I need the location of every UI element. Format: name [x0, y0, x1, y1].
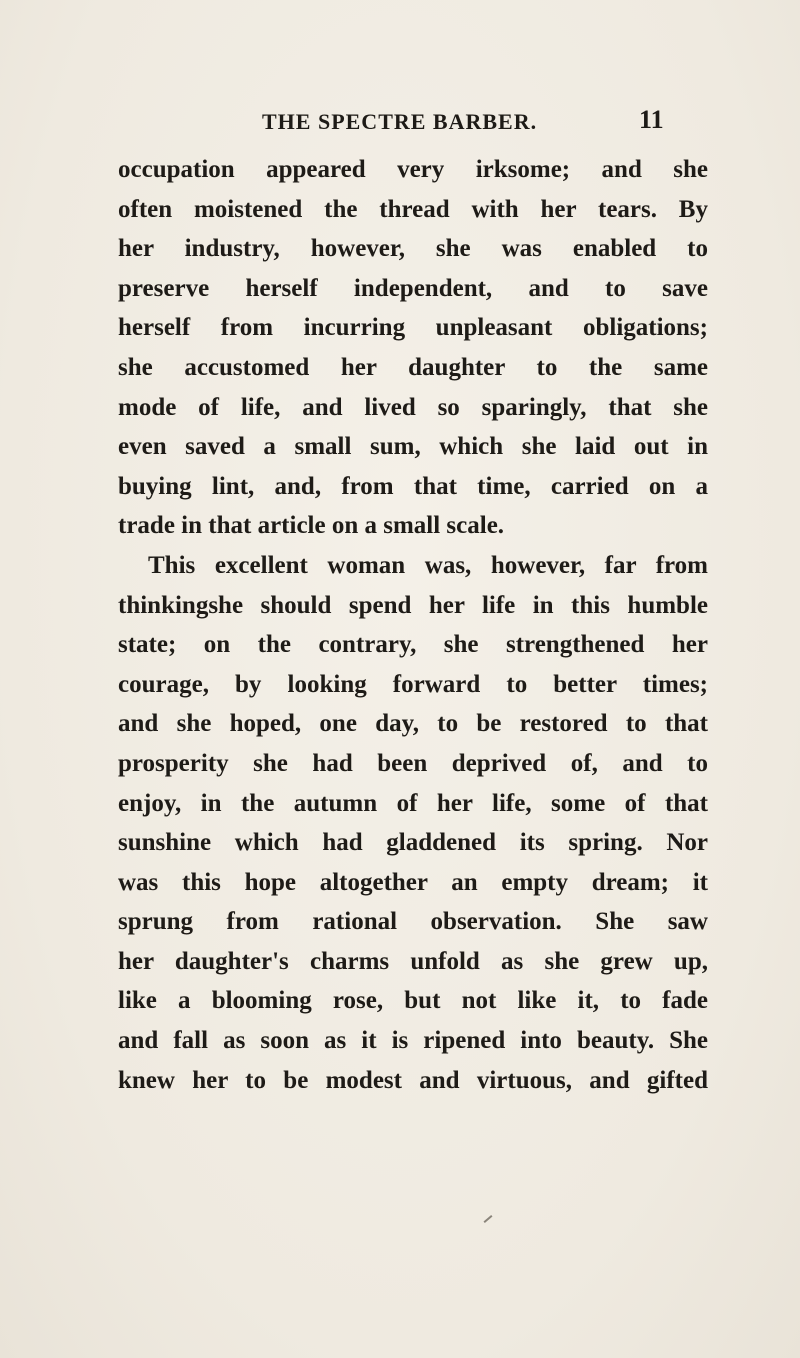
text-line: she accustomed her daughter to the same [118, 353, 708, 381]
page-number: 11 [639, 105, 664, 134]
text-line: preserve herself independent, and to save [118, 274, 708, 302]
body-text [118, 150, 708, 1100]
text-line: buying lint, and, from that time, carried on a [118, 472, 708, 500]
text-line: thinkingshe should spend her life in this humble [118, 591, 708, 619]
text-line: This excellent woman was, however, far from [148, 551, 708, 579]
text-line: often moistened the thread with her tears. By [118, 195, 708, 223]
running-head [0, 105, 800, 148]
text-line: mode of life, and lived so sparingly, that she [118, 393, 708, 421]
text-line: courage, by looking forward to better times; [118, 670, 708, 698]
text-line: her daughter's charms unfold as she grew up, [118, 947, 708, 975]
text-line: trade in that article on a small scale. [118, 512, 505, 540]
text-line: knew her to be modest and virtuous, and gifted [118, 1066, 708, 1094]
pencil-mark [484, 1215, 493, 1223]
text-line: and fall as soon as it is ripened into beauty. She [118, 1027, 708, 1055]
text-line: sunshine which had gladdened its spring. Nor [118, 829, 708, 857]
running-title: THE SPECTRE BARBER. [262, 109, 538, 134]
text-line: like a blooming rose, but not like it, to fade [118, 987, 708, 1015]
text-line: sprung from rational observation. She saw [118, 908, 708, 936]
text-line: enjoy, in the autumn of her life, some of that [118, 789, 708, 817]
text-line: even saved a small sum, which she laid out in [118, 433, 708, 461]
text-line: prosperity she had been deprived of, and to [118, 749, 708, 777]
text-line: her industry, however, she was enabled to [118, 235, 708, 263]
text-line: occupation appeared very irksome; and she [118, 156, 708, 183]
text-line: herself from incurring unpleasant obligations; [118, 314, 708, 342]
text-line: state; on the contrary, she strengthened her [118, 631, 708, 659]
text-line: and she hoped, one day, to be restored to that [118, 710, 708, 738]
text-line: was this hope altogether an empty dream; it [118, 868, 708, 896]
